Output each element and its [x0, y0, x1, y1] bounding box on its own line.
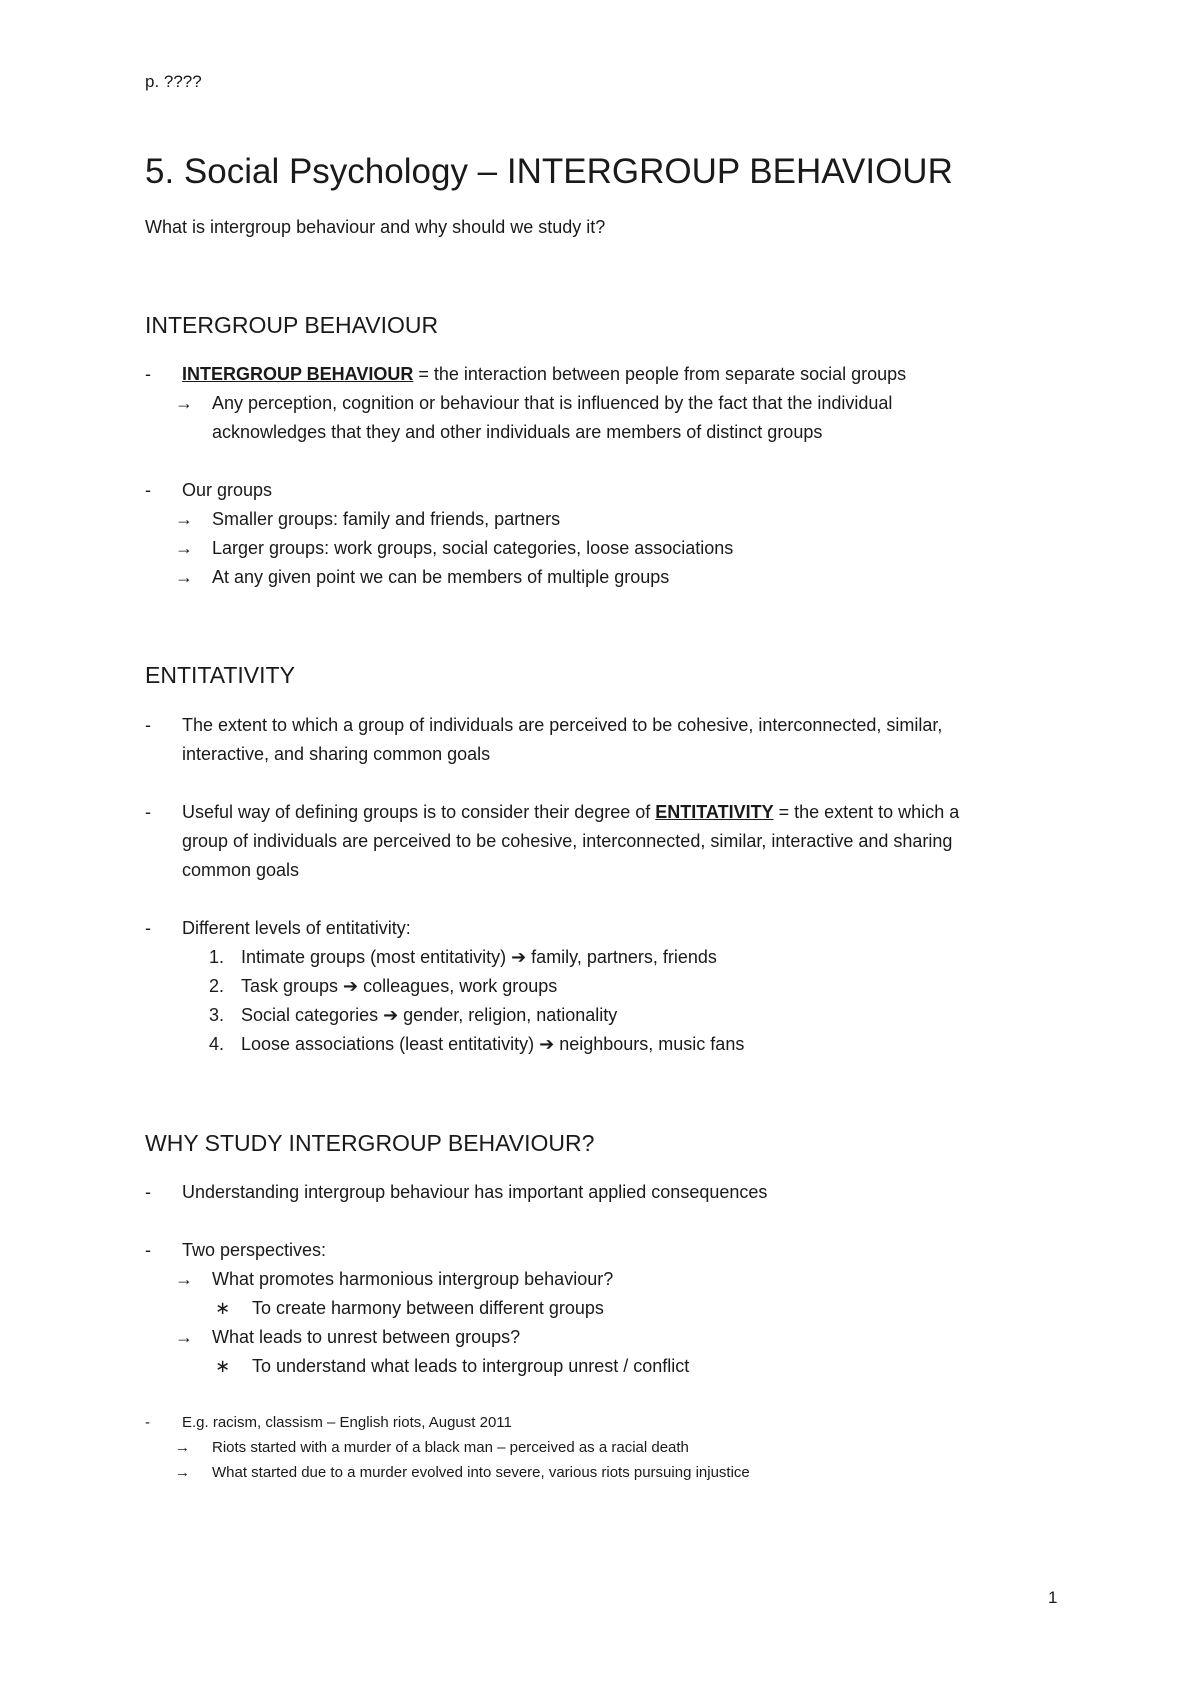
arrow-bullet: →	[175, 1269, 193, 1289]
arrow-bullet: →	[175, 393, 193, 413]
page-number: 1	[1048, 1588, 1058, 1607]
page-reference: p. ????	[145, 72, 202, 91]
bullet-text-pre: Useful way of defining groups is to consider their degree of	[182, 802, 656, 822]
section-heading-entitativity: ENTITATIVITY	[145, 662, 295, 688]
arrow-item-text: What started due to a murder evolved into severe, various riots pursuing injustice	[212, 1464, 750, 1481]
arrow-bullet: →	[175, 1327, 193, 1347]
arrow-item-text: Larger groups: work groups, social categories, loose associations	[212, 538, 734, 558]
list-number: 4.	[208, 1034, 224, 1054]
dash-bullet: -	[145, 715, 151, 735]
arrow-item-text: What leads to unrest between groups?	[212, 1327, 521, 1347]
dash-bullet: -	[145, 802, 151, 822]
arrow-item-text: Riots started with a murder of a black man – perceived as a racial death	[212, 1439, 689, 1456]
dash-bullet: -	[145, 918, 151, 938]
bullet-text: Our groups	[182, 480, 273, 500]
list-number: 2.	[208, 976, 224, 996]
list-item: Intimate groups (most entitativity) ➔ family, partners, friends	[241, 947, 717, 967]
arrow-item-text: Any perception, cognition or behaviour that is influenced by the fact that the individual	[212, 393, 893, 413]
bullet-text: Understanding intergroup behaviour has important applied consequences	[182, 1182, 768, 1202]
bullet-text-continued: group of individuals are perceived to be cohesive, interconnected, similar, interactive and sharing	[182, 831, 953, 851]
dash-bullet: -	[145, 1240, 151, 1260]
star-item-text: To understand what leads to intergroup unrest / conflict	[252, 1356, 690, 1376]
definition-rest: = the interaction between people from separate social groups	[413, 364, 907, 384]
arrow-item-text: What promotes harmonious intergroup behaviour?	[212, 1269, 614, 1289]
dash-bullet: -	[145, 1182, 151, 1202]
arrow-item-text-continued: acknowledges that they and other individuals are members of distinct groups	[212, 422, 823, 442]
bullet-text-continued: common goals	[182, 860, 300, 880]
arrow-bullet: →	[175, 509, 193, 529]
dash-bullet: -	[145, 364, 151, 384]
bullet-text: Two perspectives:	[182, 1240, 327, 1260]
list-item: Social categories ➔ gender, religion, nationality	[241, 1005, 618, 1025]
arrow-item-text: At any given point we can be members of multiple groups	[212, 567, 670, 587]
star-item-text: To create harmony between different groups	[252, 1298, 604, 1318]
page-title: 5. Social Psychology – INTERGROUP BEHAVIOUR	[145, 152, 953, 191]
arrow-bullet: →	[175, 1464, 190, 1481]
bullet-text-post: = the extent to which a	[773, 802, 960, 822]
section-heading-why-study: WHY STUDY INTERGROUP BEHAVIOUR?	[145, 1130, 595, 1156]
star-bullet: ∗	[215, 1356, 231, 1376]
bullet-text	[182, 802, 959, 823]
star-bullet: ∗	[215, 1298, 231, 1318]
definition-line	[182, 364, 906, 385]
list-item: Task groups ➔ colleagues, work groups	[241, 976, 558, 996]
section-heading-intergroup-behaviour: INTERGROUP BEHAVIOUR	[145, 312, 439, 338]
bullet-text-continued: interactive, and sharing common goals	[182, 744, 491, 764]
list-number: 1.	[208, 947, 224, 967]
term-entitativity: ENTITATIVITY	[655, 802, 774, 822]
bullet-text: The extent to which a group of individuals are perceived to be cohesive, interconnected, similar,	[182, 715, 943, 735]
dash-bullet: -	[145, 1414, 150, 1431]
dash-bullet: -	[145, 480, 151, 500]
term-intergroup-behaviour: INTERGROUP BEHAVIOUR	[182, 364, 414, 384]
arrow-item-text: Smaller groups: family and friends, partners	[212, 509, 561, 529]
page-subtitle: What is intergroup behaviour and why should we study it?	[145, 217, 606, 237]
list-number: 3.	[208, 1005, 224, 1025]
bullet-text: Different levels of entitativity:	[182, 918, 411, 938]
arrow-bullet: →	[175, 538, 193, 558]
arrow-bullet: →	[175, 1439, 190, 1456]
bullet-text: E.g. racism, classism – English riots, August 2011	[182, 1414, 512, 1431]
arrow-bullet: →	[175, 567, 193, 587]
list-item: Loose associations (least entitativity) ➔ neighbours, music fans	[241, 1034, 745, 1054]
